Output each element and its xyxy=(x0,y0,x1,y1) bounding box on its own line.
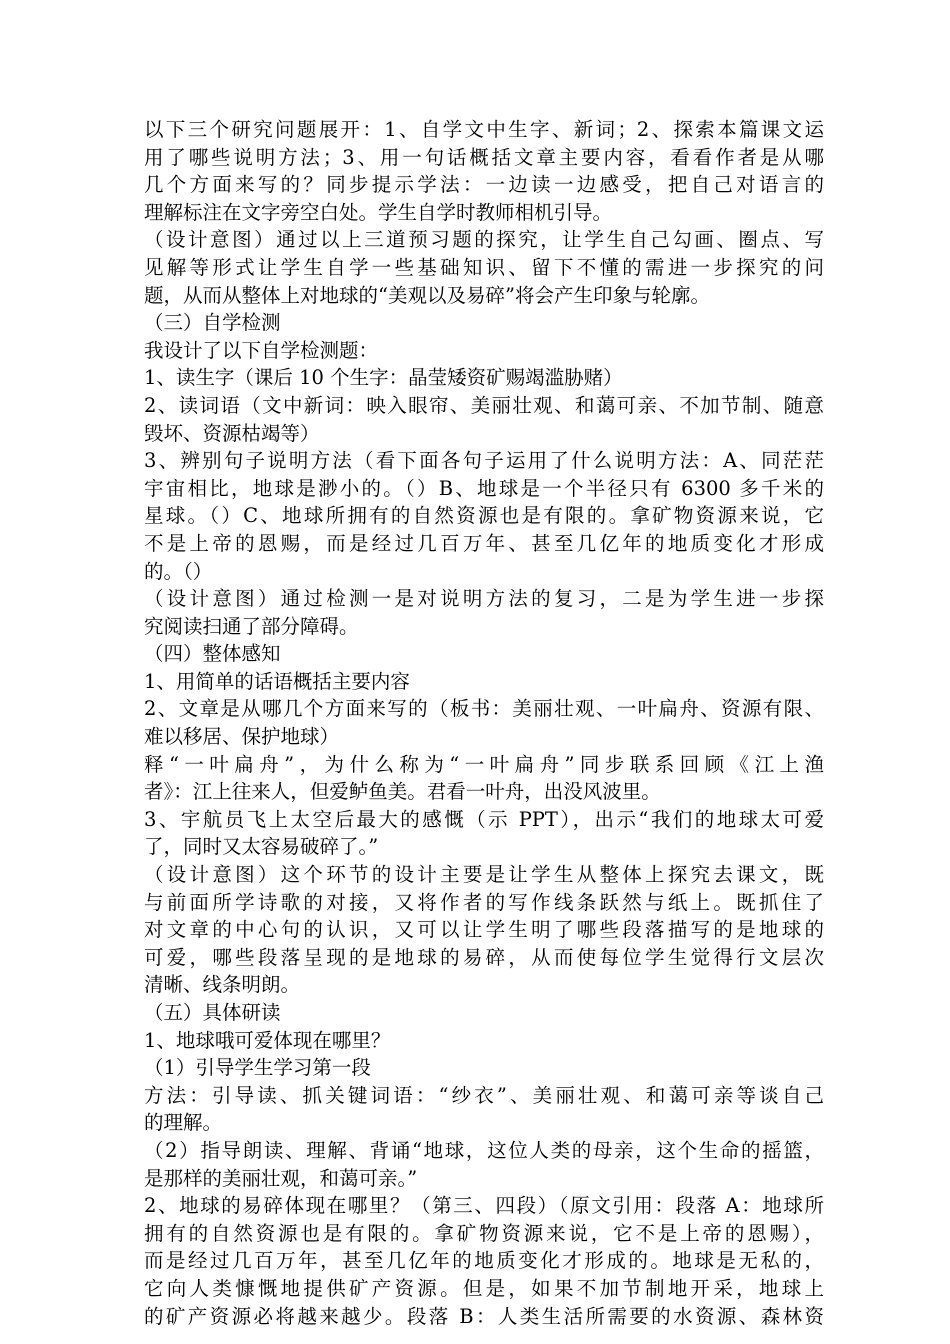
text-line: （设计意图）通过检测一是对说明方法的复习，二是为学生进一步探 xyxy=(144,587,824,611)
text-line: 1、读生字（课后 10 个生字：晶莹矮资矿赐竭滥胁赌） xyxy=(144,366,623,390)
text-line: 不是上帝的恩赐，而是经过几百万年、甚至几亿年的地质变化才形成 xyxy=(144,531,824,555)
text-line: 理解标注在文字旁空白处。学生自学时教师相机引导。 xyxy=(144,200,613,224)
text-line: 可爱，哪些段落呈现的是地球的易碎，从而使每位学生觉得行文层次 xyxy=(144,945,824,969)
text-line: 的理解。 xyxy=(144,1111,223,1135)
text-line: 宇宙相比，地球是渺小的。（）B、地球是一个半径只有 6300 多千米的 xyxy=(144,476,824,500)
text-line: （设计意图）通过以上三道预习题的探究，让学生自己勾画、圈点、写 xyxy=(144,228,824,252)
text-line: 几个方面来写的？同步提示学法：一边读一边感受，把自己对语言的 xyxy=(144,173,824,197)
text-line: 清晰、线条明朗。 xyxy=(144,973,301,997)
text-line: 以下三个研究问题展开：1、自学文中生字、新词；2、探索本篇课文运 xyxy=(144,118,824,141)
text-line: 拥有的自然资源也是有限的。拿矿物资源来说，它不是上帝的恩赐）， xyxy=(144,1221,824,1245)
text-line: 题，从而从整体上对地球的“美观以及易碎”将会产生印象与轮廓。 xyxy=(144,283,710,307)
text-line: 是那样的美丽壮观，和蔼可亲。” xyxy=(144,1166,418,1190)
document-body xyxy=(144,116,824,1330)
text-line: （2）指导朗读、理解、背诵“地球，这位人类的母亲，这个生命的摇篮， xyxy=(144,1138,824,1162)
text-line: （三）自学检测 xyxy=(144,311,281,335)
text-line: 1、用简单的话语概括主要内容 xyxy=(144,669,410,693)
text-line: （四）整体感知 xyxy=(144,642,281,666)
text-line: 与前面所学诗歌的对接，又将作者的写作线条跃然与纸上。既抓住了 xyxy=(144,890,824,914)
text-line: 星球。（）C、地球所拥有的自然资源也是有限的。拿矿物资源来说，它 xyxy=(144,504,824,528)
text-line: 者》：江上往来人，但爱鲈鱼美。君看一叶舟，出没风波里。 xyxy=(144,780,661,804)
text-line: 3、辨别句子说明方法（看下面各句子运用了什么说明方法：A、同茫茫 xyxy=(144,449,824,473)
text-line: 而是经过几百万年，甚至几亿年的地质变化才形成的。地球是无私的， xyxy=(144,1249,824,1273)
text-line: 难以移居、保护地球） xyxy=(144,725,340,749)
text-line: 我设计了以下自学检测题： xyxy=(144,338,379,362)
text-line: （1）引导学生学习第一段 xyxy=(144,1056,371,1080)
text-line: 它向人类慷慨地提供矿产资源。但是，如果不加节制地开采，地球上 xyxy=(144,1276,824,1300)
text-line: 2、读词语（文中新词：映入眼帘、美丽壮观、和蔼可亲、不加节制、随意 xyxy=(144,393,824,417)
text-line: 对文章的中心句的认识，又可以让学生明了哪些段落描写的是地球的 xyxy=(144,918,824,942)
text-line: 的。（） xyxy=(144,559,213,583)
text-line: 究阅读扫通了部分障碍。 xyxy=(144,614,359,638)
text-line: 2、文章是从哪几个方面来写的（板书：美丽壮观、一叶扁舟、资源有限、 xyxy=(144,697,824,721)
text-line: 2、地球的易碎体现在哪里？（第三、四段）（原文引用：段落 A：地球所 xyxy=(144,1194,824,1218)
text-line: 1、地球哦可爱体现在哪里？ xyxy=(144,1028,391,1052)
text-line: 的矿产资源必将越来越少。段落 B：人类生活所需要的水资源、森林资 xyxy=(144,1304,824,1328)
text-line: （设计意图）这个环节的设计主要是让学生从整体上探究去课文，既 xyxy=(144,863,824,887)
text-line: 方法：引导读、抓关键词语：“纱衣”、美丽壮观、和蔼可亲等谈自己 xyxy=(144,1083,824,1107)
text-line: （五）具体研读 xyxy=(144,1001,281,1024)
text-line: 了，同时又太容易破碎了。” xyxy=(144,835,379,859)
text-line: 毁坏、资源枯竭等） xyxy=(144,421,320,445)
text-line: 用了哪些说明方法；3、用一句话概括文章主要内容，看看作者是从哪 xyxy=(144,145,824,169)
text-line: 见解等形式让学生自学一些基础知识、留下不懂的需进一步探究的问 xyxy=(144,255,824,279)
text-line: 3、宇航员飞上太空后最大的感慨（示 PPT），出示“我们的地球太可爱 xyxy=(144,807,824,831)
text-line: 释“一叶扁舟”，为什么称为“一叶扁舟”同步联系回顾《江上渔 xyxy=(144,752,824,776)
